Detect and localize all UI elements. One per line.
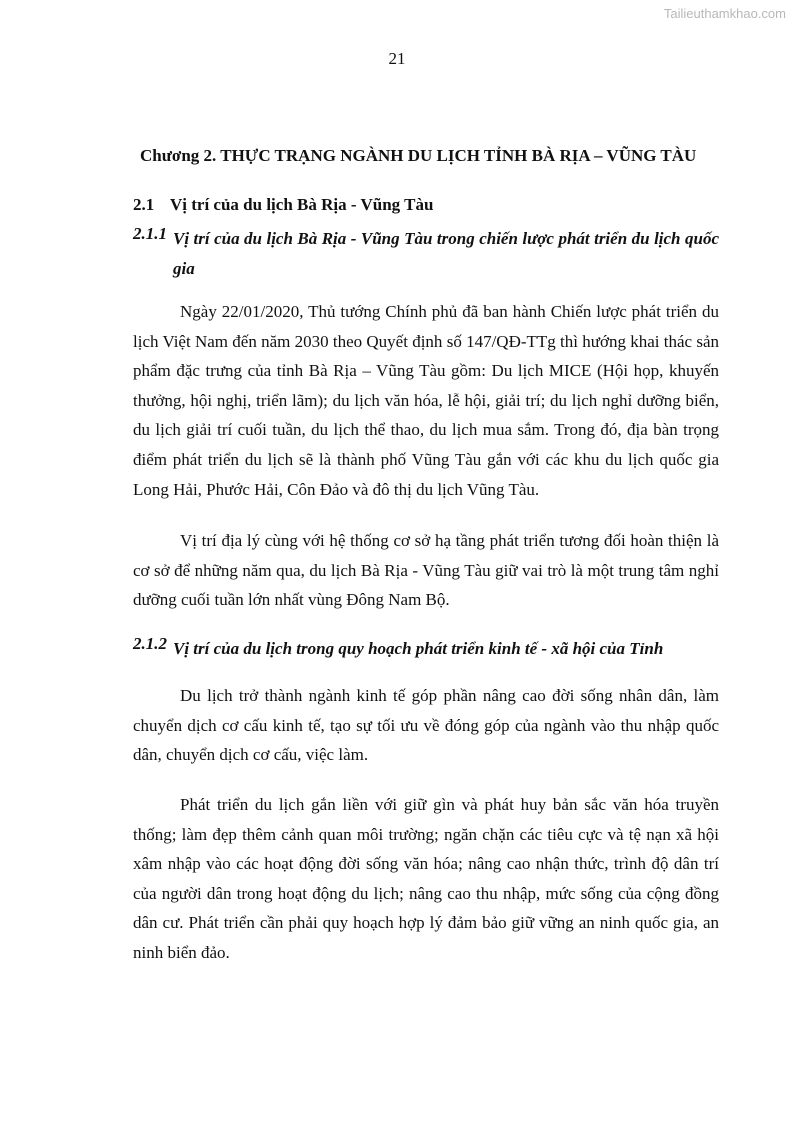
paragraph-3: Du lịch trở thành ngành kinh tế góp phần nâng cao đời sống nhân dân, làm chuyển dịch cơ cấu kinh tế, tạo sự tối ưu về đóng góp của ngành vào thu nhập quốc dân, chuyển dịch cơ cấu, việc làm. — [133, 686, 719, 765]
subsection-number: 2.1.2 — [133, 634, 167, 653]
section-number: 2.1 — [133, 195, 155, 214]
paragraph-1: Ngày 22/01/2020, Thủ tướng Chính phủ đã ban hành Chiến lược phát triển du lịch Việt Nam đến năm 2030 theo Quyết định số 147/QĐ-TTg thì hướng khai thác sản phẩm đặc trưng của tỉnh Bà Rịa – Vũng Tàu gồm: Du lịch MICE (Hội họp, khuyến thưởng, hội nghị, triển lãm); du lịch văn hóa, lễ hội, giải trí; du lịch nghỉ dưỡng biển, du lịch giải trí cuối tuần, du lịch thể thao, du lịch mua sắm. Trong đó, địa bàn trọng điểm phát triển du lịch sẽ là thành phố Vũng Tàu gắn với các khu du lịch quốc gia Long Hải, Phước Hải, Côn Đảo và đô thị du lịch Vũng Tàu. — [133, 302, 719, 499]
subsection-heading-2-1-2 — [133, 634, 719, 664]
subsection-title: Vị trí của du lịch trong quy hoạch phát triển kinh tế - xã hội của Tỉnh — [173, 639, 664, 658]
subsection-number: 2.1.1 — [133, 224, 167, 243]
chapter-title: Chương 2. THỰC TRẠNG NGÀNH DU LỊCH TỈNH BÀ RỊA – VŨNG TÀU — [140, 146, 697, 165]
paragraph-4: Phát triển du lịch gắn liền với giữ gìn và phát huy bản sắc văn hóa truyền thống; làm đẹp thêm cảnh quan môi trường; ngăn chặn các tiêu cực và tệ nạn xã hội xâm nhập vào các hoạt động đời sống văn hóa; nâng cao nhận thức, trình độ dân trí của người dân trong hoạt động du lịch; nâng cao thu nhập, mức sống của cộng đồng dân cư. Phát triển cần phải quy hoạch hợp lý đảm bảo giữ vững an ninh quốc gia, an ninh biển đảo. — [133, 795, 719, 962]
page-number: 21 — [388, 49, 406, 68]
section-heading-2-1 — [133, 195, 433, 215]
section-title: Vị trí của du lịch Bà Rịa - Vũng Tàu — [170, 195, 434, 214]
subsection-heading-2-1-1 — [133, 224, 719, 284]
watermark: Tailieuthamkhao.com — [663, 6, 786, 21]
subsection-title: Vị trí của du lịch Bà Rịa - Vũng Tàu trong chiến lược phát triển du lịch quốc gia — [173, 229, 719, 278]
paragraph-2: Vị trí địa lý cùng với hệ thống cơ sở hạ tầng phát triển tương đối hoàn thiện là cơ sở để những năm qua, du lịch Bà Rịa - Vũng Tàu giữ vai trò là một trung tâm nghỉ dưỡng cuối tuần lớn nhất vùng Đông Nam Bộ. — [133, 531, 719, 610]
